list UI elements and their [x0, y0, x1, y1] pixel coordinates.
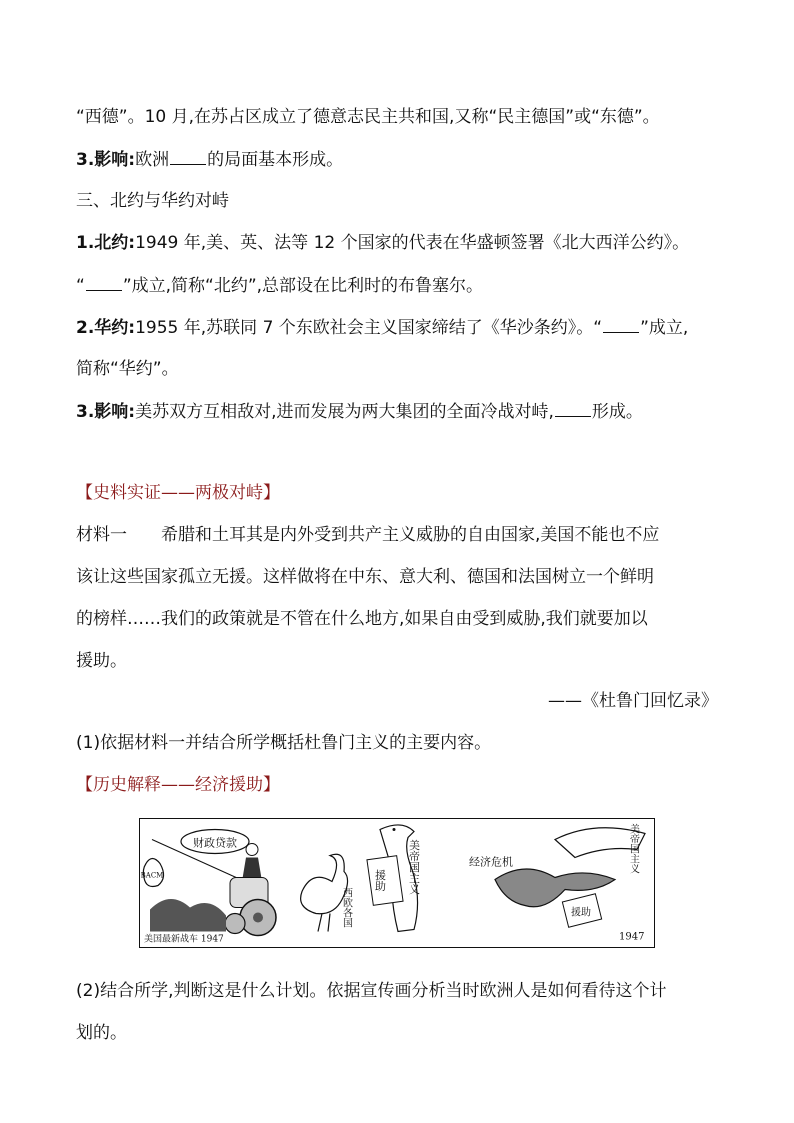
material-line-2: 该让这些国家孤立无援。这样做将在中东、意大利、德国和法国树立一个鲜明: [76, 567, 654, 587]
text-fragment: 欧洲: [135, 150, 170, 170]
text-fragment: 1949 年,美、英、法等 12 个国家的代表在华盛顿签署《北大西洋公约》。: [135, 233, 690, 253]
text-line-nato-2: [76, 274, 726, 297]
aid-sign: 援助: [571, 907, 591, 919]
label-warsaw: 2.华约:: [76, 318, 136, 338]
text-line-1: “西德”。10 月,在苏占区成立了德意志民主共和国,又称“民主德国”或“东德”。: [76, 107, 660, 127]
cartoon-panel-3: [465, 819, 654, 947]
bubble-text: 财政贷款: [193, 836, 237, 850]
text-line-nato: [76, 232, 726, 254]
figure-head: [246, 844, 258, 856]
material-line-4: 援助。: [76, 651, 127, 671]
panel-1-caption: 美国最新战车 1947: [144, 934, 224, 945]
panel-3-label-imperialism: 美帝国主义: [627, 823, 639, 874]
bag-text: BACM: [140, 871, 164, 880]
text-fragment: ”成立,: [640, 318, 689, 338]
label-nato: 1.北约:: [76, 233, 136, 253]
text-fragment: “: [76, 276, 85, 296]
section-heading-3: 三、北约与华约对峙: [76, 191, 229, 211]
panel-3-year: 1947: [619, 931, 645, 943]
text-fragment: 1955 年,苏联同 7 个东欧社会主义国家缔结了《华沙条约》。“: [135, 318, 603, 338]
fill-blank[interactable]: [86, 274, 122, 291]
section-header-explanation: 【历史解释——经济援助】: [76, 775, 280, 795]
material-line-1: 材料一 希腊和土耳其是内外受到共产主义威胁的自由国家,美国不能也不应: [76, 525, 660, 545]
text-fragment: ”成立,简称“北约”,总部设在比利时的布鲁塞尔。: [122, 276, 484, 296]
section-header-evidence: 【史料实证——两极对峙】: [76, 483, 280, 503]
material-line-3: 的榜样……我们的政策就是不管在什么地方,如果自由受到威胁,我们就要加以: [76, 609, 648, 629]
panel-2-label-imperialism: 美帝国主义: [407, 839, 421, 895]
text-line-2: [76, 148, 726, 171]
aid-sign: 援助: [373, 869, 387, 892]
text-fragment: 的局面基本形成。: [207, 150, 344, 170]
fill-blank[interactable]: [603, 316, 639, 333]
text-line-warsaw: [76, 316, 726, 339]
text-fragment: 形成。: [591, 402, 643, 422]
question-2-line-2: 划的。: [76, 1023, 127, 1043]
question-2-line-1: (2)结合所学,判断这是什么计划。依据宣传画分析当时欧洲人是如何看待这个计: [76, 981, 667, 1001]
label-influence: 3.影响:: [76, 402, 136, 422]
panel-2-label-countries: 西欧各国: [340, 887, 352, 928]
cartoon-panel-1: [140, 819, 281, 947]
crowd: [150, 899, 226, 932]
material-source: ——《杜鲁门回忆录》: [548, 691, 718, 711]
text-line-influence-2: [76, 400, 726, 423]
propaganda-cartoon: [139, 818, 655, 948]
fill-blank[interactable]: [555, 400, 591, 417]
cartoon-panel-2: [282, 819, 464, 947]
label-influence: 3.影响:: [76, 150, 136, 170]
panel-3-label-crisis: 经济危机: [469, 855, 513, 869]
question-1: (1)依据材料一并结合所学概括杜鲁门主义的主要内容。: [76, 733, 492, 753]
text-line-warsaw-2: 简称“华约”。: [76, 359, 179, 379]
fill-blank[interactable]: [170, 148, 206, 165]
text-fragment: 美苏双方互相敌对,进而发展为两大集团的全面冷战对峙,: [135, 402, 554, 422]
